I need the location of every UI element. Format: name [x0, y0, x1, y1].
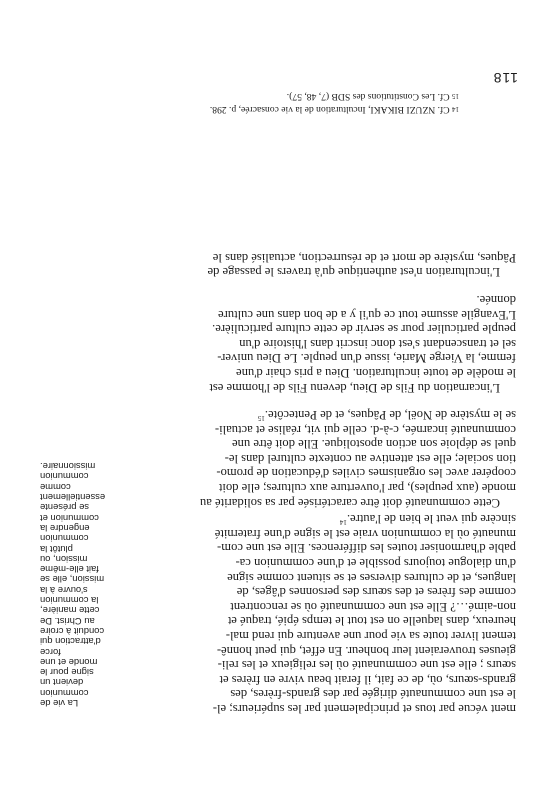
paragraph-text: Cette communauté doit être caractérisée par sa solidarité au monde (aux peuples), par l'ouverture aux cultures; elle doit coopérer avec les organismes civiles d'éducation de promo- tion sociale; elle est attentive au contexte culturel dans le- quel se déploie son action apostolique. Elle doit être une communauté incarnée, c-à-d. celle qui vit, réalise et actuali- se le mystère de Noël, de Pâques, et de Pentecôte. — [199, 408, 516, 510]
paragraph — [122, 250, 516, 279]
body-text — [122, 250, 516, 716]
footnote — [119, 103, 459, 116]
paragraph-text: ment vécue par tous et principalement par les supérieurs; el- le est une communauté dirigée par des grands-frères, des grands-sœurs, où, de ce fait, il ferait beau vivre en frères et sœurs ; elle est une communauté où les religieux et les reli- gieuses trouveraient leur bonheur. En effet, qui peut honnê- tement livrer toute sa vie pour une aventure qui rend mal- heureux, dans laquelle on est tout le temps épié, traqué et non-aimé…? Elle est une communauté où se rencontrent comme des frères et des sœurs des personnes d'âges, de langues, et de cultures diverses et se situent comme signe d'un dialogue toujours possible et d'une communion ca- pable d'harmoniser toutes les différences. Elle est une com- munauté où la communion vraie est le signe d'une fraternité sincère qui veut le bien de l'autre. — [212, 512, 516, 716]
paragraph-text: L'incarnation du Fils de Dieu, devenu Fils de l'homme est le modèle de toute inculturation. Dieu a pris chair d'une femme, la Vierge Marie, issue d'un peuple. Le Dieu univer- sel et transcendant s'est donc inscrit dans l'histoire d'un peuple particulier pour se servir de cette culture particulière. L'Evangile assume tout ce qu'il y a de bon dans une culture donnée. — [209, 292, 516, 395]
footnote-text: Cf. Les Constitutions des SDB (7, 48, 57). — [286, 91, 452, 103]
paragraph-text: L'inculturation n'est authentique qu'à travers le passage de Pâques, mystère de mort et de résurrection, actualisé dans le — [207, 250, 516, 280]
page-number: 118 — [492, 70, 518, 86]
footnote-number: 15 — [452, 92, 459, 101]
footnote-reference: 14 — [339, 518, 347, 527]
footnotes — [119, 90, 459, 115]
footnote-number: 14 — [452, 105, 459, 113]
footnote-reference: 15 — [257, 414, 265, 423]
paragraph — [122, 512, 516, 716]
paragraph — [122, 408, 516, 510]
margin-note-text: La vie de communion devient un signe pour le monde et une force d'attraction qui conduit à croire au Christ. De cette manière, la communion s'ouvre à la mission, elle se fait elle-même mission, ou plutôt la communion engendre la communion et se présente essentiellement comme communion missionnaire. — [40, 461, 106, 709]
paragraph — [122, 292, 516, 394]
footnote-text: Cf. NZUZI BIKAKI, Inculturation de la vie consacrée, p. 298. — [209, 104, 452, 115]
footnote — [119, 90, 459, 103]
margin-note — [40, 461, 114, 708]
